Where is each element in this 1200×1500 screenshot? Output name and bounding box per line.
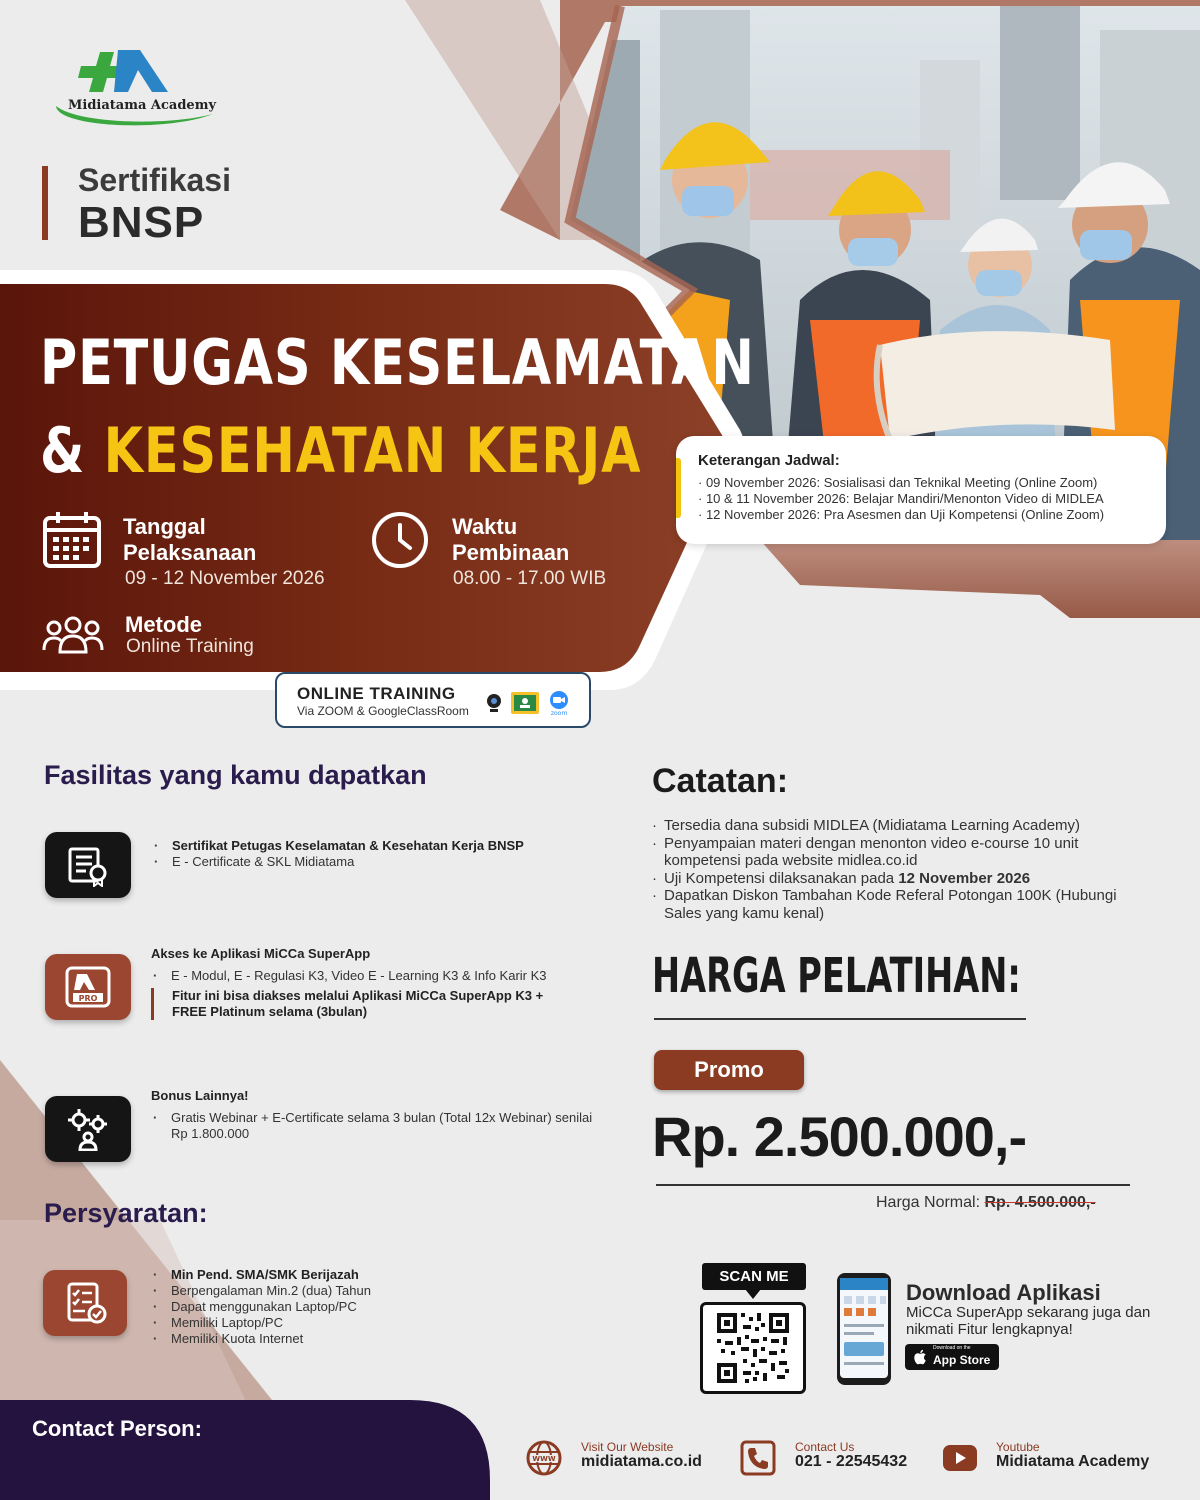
note-item xyxy=(652,870,1142,888)
method-value: Online Training xyxy=(126,636,254,657)
course-title-line2 xyxy=(40,414,641,487)
heading-accent-bar xyxy=(42,166,48,240)
pro-icon-text: PRO xyxy=(78,994,98,1003)
facility-bullet xyxy=(152,838,552,854)
date-label-line2: Pelaksanaan xyxy=(123,540,257,565)
requirements-title: Persyaratan: xyxy=(44,1198,208,1228)
online-training-subtitle: Via ZOOM & GoogleClassRoom xyxy=(297,704,469,718)
requirement-item: · Memiliki Kuota Internet xyxy=(151,1331,551,1347)
time-value: 08.00 - 17.00 WIB xyxy=(453,568,607,589)
requirement-item: · Dapat menggunakan Laptop/PC xyxy=(151,1299,551,1315)
normal-price xyxy=(876,1194,1096,1212)
date-label-line1: Tanggal xyxy=(123,514,206,539)
facility-bullet-text: Sertifikat Petugas Keselamatan & Kesehatan Kerja BNSP xyxy=(172,838,524,853)
download-app-subtitle: MiCCa SuperApp sekarang juga dan nikmati Fitur lengkapnya! xyxy=(906,1304,1151,1338)
pro-app-icon-box xyxy=(45,954,131,1020)
phone-mockup xyxy=(836,1272,892,1386)
schedule-item: · 10 & 11 November 2026: Belajar Mandiri/Menonton Video di MIDLEA xyxy=(698,491,1148,507)
platform-icons xyxy=(485,690,571,716)
online-training-badge xyxy=(275,672,591,728)
requirement-text: Min Pend. SMA/SMK Berijazah xyxy=(171,1267,359,1282)
contact-phone[interactable]: 021 - 22545432 xyxy=(795,1453,908,1470)
bonus-icon-box xyxy=(45,1096,131,1162)
note-date: 12 November 2026 xyxy=(898,869,1031,887)
clock-icon xyxy=(370,510,430,570)
promo-badge: Promo xyxy=(654,1050,804,1090)
youtube-label: Youtube xyxy=(996,1440,1040,1454)
google-classroom-icon xyxy=(511,692,539,714)
normal-price-label: Harga Normal: xyxy=(876,1194,985,1211)
scan-me-label: SCAN ME xyxy=(702,1263,806,1290)
method-label: Metode xyxy=(125,612,202,637)
youtube-icon xyxy=(942,1444,978,1472)
divider xyxy=(654,1018,1026,1020)
contact-person-panel xyxy=(0,1400,500,1500)
date-value: 09 - 12 November 2026 xyxy=(125,568,325,589)
qr-code[interactable] xyxy=(700,1302,806,1394)
schedule-card xyxy=(676,436,1166,544)
course-title-line1: PETUGAS KESELAMATAN xyxy=(40,326,755,399)
divider xyxy=(656,1184,1130,1186)
requirement-item: · Berpengalaman Min.2 (dua) Tahun xyxy=(151,1283,551,1299)
website-label: Visit Our Website xyxy=(581,1440,674,1454)
app-store-text: App Store xyxy=(933,1353,991,1367)
requirement-item xyxy=(151,1267,551,1283)
qr-code-icon xyxy=(703,1305,803,1391)
logo-mark-icon xyxy=(48,44,218,134)
schedule-item: · 09 November 2026: Sosialisasi dan Teknikal Meeting (Online Zoom) xyxy=(698,475,1148,491)
brand-logo xyxy=(48,44,218,134)
certification-body: BNSP xyxy=(78,198,205,247)
note-item: · Dapatkan Diskon Tambahan Kode Referal Potongan 100K (Hubungi Sales yang kamu kenal) xyxy=(652,887,1142,922)
youtube-channel[interactable]: Midiatama Academy xyxy=(996,1453,1150,1470)
facility-heading: Akses ke Aplikasi MiCCa SuperApp xyxy=(151,946,371,961)
promo-price: Rp. 2.500.000,- xyxy=(652,1105,1027,1168)
globe-icon xyxy=(526,1440,562,1476)
facility-bullet: · E - Modul, E - Regulasi K3, Video E - Learning K3 & Info Karir K3 xyxy=(151,968,551,984)
facility-note: Fitur ini bisa diakses melalui Aplikasi MiCCa SuperApp K3 + FREE Platinum selama (3bulan) xyxy=(151,988,551,1020)
certificate-icon-box xyxy=(45,832,131,898)
checklist-icon xyxy=(63,1281,107,1325)
brand-name: Midiatama Academy xyxy=(68,98,217,113)
note-text: Uji Kompetensi dilaksanakan pada xyxy=(664,869,899,887)
scan-pointer-icon xyxy=(745,1289,761,1299)
phone-icon xyxy=(740,1440,776,1476)
apple-icon xyxy=(913,1349,927,1365)
pro-app-icon xyxy=(65,966,111,1008)
facility-item-bonus xyxy=(151,1088,601,1142)
date-label xyxy=(123,514,256,566)
notes-list xyxy=(652,817,1142,922)
facility-heading: Bonus Lainnya! xyxy=(151,1088,249,1103)
checklist-icon-box xyxy=(43,1270,127,1336)
time-label-line2: Pembinaan xyxy=(452,540,570,565)
app-store-small-text: Download on the xyxy=(933,1345,971,1351)
calendar-icon xyxy=(42,510,102,570)
facility-bullet: · Gratis Webinar + E-Certificate selama 3 bulan (Total 12x Webinar) senilai Rp 1.800.000 xyxy=(151,1110,601,1142)
group-people-icon xyxy=(42,614,104,656)
course-title-highlight: KESEHATAN KERJA xyxy=(103,414,642,487)
website-link[interactable]: midiatama.co.id xyxy=(581,1453,702,1470)
zoom-text: zoom xyxy=(550,710,568,716)
facilities-title: Fasilitas yang kamu dapatkan xyxy=(44,760,427,790)
certification-label: Sertifikasi xyxy=(78,162,231,198)
schedule-heading: Keterangan Jadwal: xyxy=(698,452,840,469)
facility-bullet: · E - Certificate & SKL Midiatama xyxy=(152,854,552,870)
webcam-icon xyxy=(485,693,503,713)
requirements-list xyxy=(151,1267,551,1347)
online-training-title: ONLINE TRAINING xyxy=(297,684,456,703)
course-title-prefix: & xyxy=(40,414,104,487)
contact-person-label: Contact Person: xyxy=(32,1416,202,1441)
certificate-icon xyxy=(66,843,110,887)
zoom-icon xyxy=(547,690,571,716)
gears-person-icon xyxy=(66,1107,110,1151)
note-item: · Penyampaian materi dengan menonton video e-course 10 unit kompetensi pada website midlea.co.id xyxy=(652,835,1142,870)
requirement-item: · Memiliki Laptop/PC xyxy=(151,1315,551,1331)
app-store-button[interactable] xyxy=(905,1344,999,1370)
schedule-list xyxy=(698,475,1148,523)
facility-item-app-access xyxy=(151,946,551,1020)
time-label-line1: Waktu xyxy=(452,514,518,539)
time-label xyxy=(452,514,569,566)
facility-item-certificate xyxy=(152,838,552,870)
pricing-title: HARGA PELATIHAN: xyxy=(652,948,1021,1004)
schedule-item: · 12 November 2026: Pra Asesmen dan Uji Kompetensi (Online Zoom) xyxy=(698,507,1148,523)
download-app-title: Download Aplikasi xyxy=(906,1280,1101,1305)
notes-title: Catatan: xyxy=(652,762,789,800)
note-item: · Tersedia dana subsidi MIDLEA (Midiatama Learning Academy) xyxy=(652,817,1142,835)
contact-us-label: Contact Us xyxy=(795,1440,855,1454)
globe-text: WWW xyxy=(532,1455,556,1463)
normal-price-value: Rp. 4.500.000,- xyxy=(984,1194,1096,1211)
